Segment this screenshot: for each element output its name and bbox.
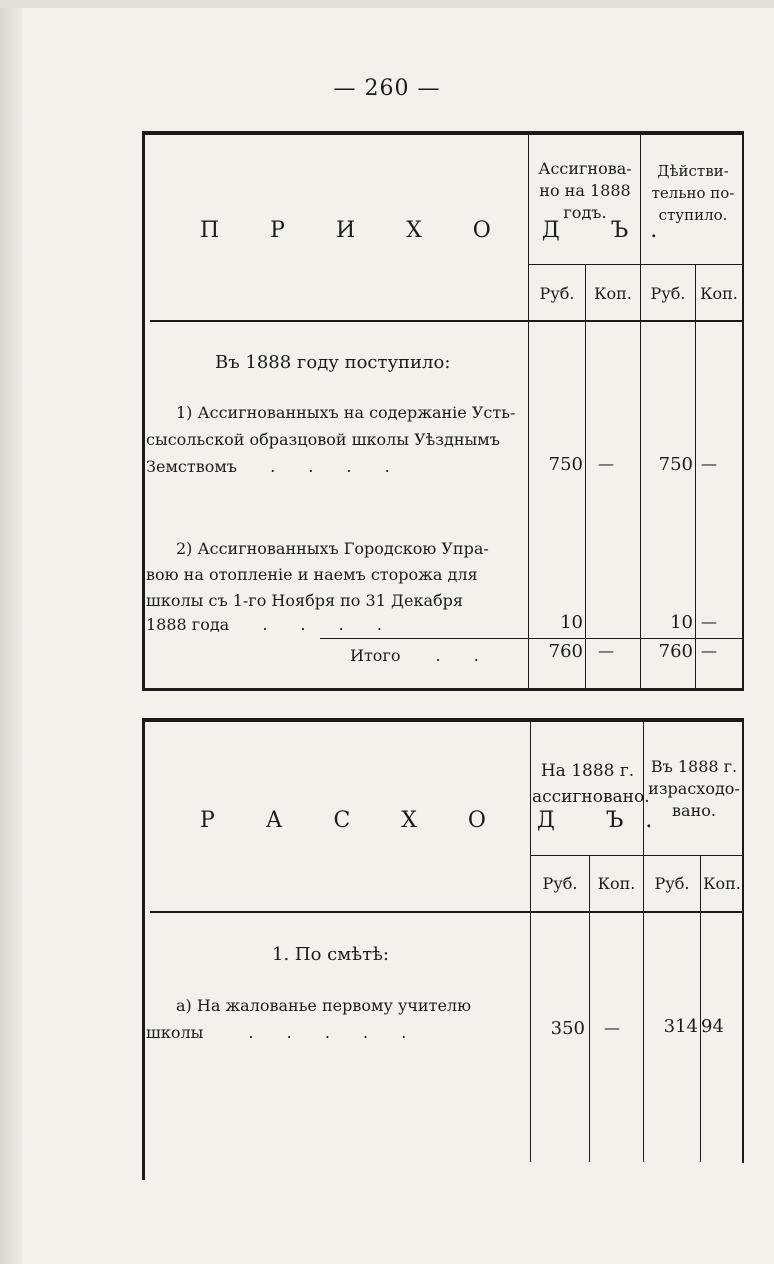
- expense-rub-header-1: Руб.: [542, 874, 578, 893]
- income-total-dots: . .: [435, 646, 493, 665]
- expense-spent-header: [645, 756, 743, 822]
- income-total-assigned: 760: [548, 641, 583, 662]
- income-item1-line1: 1) Ассигнованныхъ на содержаніе Усть-: [176, 403, 516, 422]
- expense-section-label: 1. По смѣтѣ:: [272, 944, 389, 965]
- income-kop-header-2: Коп.: [700, 284, 738, 303]
- income-item1-line3-text: Земствомъ: [146, 457, 237, 476]
- expense-item-line2-text: школы: [146, 1023, 204, 1042]
- expense-item-spent-kop: 94: [701, 1016, 724, 1037]
- income-item2-line2: вою на отопленіе и наемъ сторожа для: [146, 565, 478, 584]
- income-item2-assigned: 10: [560, 612, 583, 633]
- income-item1-assigned: 750: [548, 454, 583, 475]
- income-assigned-header: [530, 158, 640, 224]
- expense-item-spent-rub: 314: [663, 1016, 698, 1037]
- expense-spent-header-text: Въ 1888 г. израсходо-вано.: [648, 757, 740, 820]
- income-total-received-kop: —: [701, 641, 717, 660]
- income-rub-header-1: Руб.: [539, 284, 575, 303]
- income-received-header-text: Дѣйстви-тельно по-ступило.: [651, 162, 735, 224]
- expense-item-assigned: 350: [550, 1018, 585, 1039]
- income-total-assigned-kop: —: [598, 641, 614, 660]
- income-item1-line3: [146, 454, 404, 480]
- expense-rub-header-2: Руб.: [654, 874, 690, 893]
- income-received-header: [643, 160, 743, 226]
- expense-item-assigned-kop: —: [604, 1018, 620, 1037]
- expense-assigned-header-text: На 1888 г. ассигновано.: [532, 761, 650, 807]
- income-item1-line2: сысольской образцовой школы Уѣзднымъ: [146, 430, 500, 449]
- income-section-label: Въ 1888 году поступило:: [215, 352, 451, 373]
- page-edge: [0, 0, 22, 1264]
- income-item1-received: 750: [658, 454, 693, 475]
- income-item2-line3: школы съ 1-го Ноября по 31 Декабря: [146, 591, 463, 610]
- income-item2-dots: . . . .: [262, 615, 396, 634]
- income-item2-received: 10: [670, 612, 693, 633]
- expense-item-dots: . . . . .: [248, 1023, 421, 1042]
- income-item2-line1: 2) Ассигнованныхъ Городскою Упра-: [176, 539, 489, 558]
- expense-item-line1: а) На жалованье первому учителю: [176, 996, 472, 1015]
- income-item1-dots: . . . .: [270, 457, 404, 476]
- page-edge-top: [0, 0, 774, 8]
- income-item2-line4-text: 1888 года: [146, 615, 230, 634]
- income-item2-received-kop: —: [701, 612, 717, 631]
- income-total-label: Итого: [350, 646, 401, 665]
- expense-kop-header-2: Коп.: [703, 874, 741, 893]
- income-total: [350, 643, 493, 669]
- page-number: — 260 —: [333, 76, 441, 101]
- income-title: П Р И Х О Д Ъ.: [200, 218, 680, 243]
- expense-assigned-header: [532, 758, 650, 810]
- expense-item-line2: [146, 1020, 420, 1046]
- expense-title: Р А С Х О Д Ъ.: [200, 808, 675, 833]
- income-item1-received-kop: —: [701, 454, 717, 473]
- income-item1-assigned-kop: —: [598, 454, 614, 473]
- expense-kop-header-1: Коп.: [597, 874, 636, 893]
- income-assigned-header-text: Ассигнова-но на 1888 годъ.: [538, 159, 632, 222]
- income-total-received: 760: [658, 641, 693, 662]
- income-item2-line4: [146, 612, 396, 638]
- income-rub-header-2: Руб.: [650, 284, 686, 303]
- income-kop-header-1: Коп.: [594, 284, 632, 303]
